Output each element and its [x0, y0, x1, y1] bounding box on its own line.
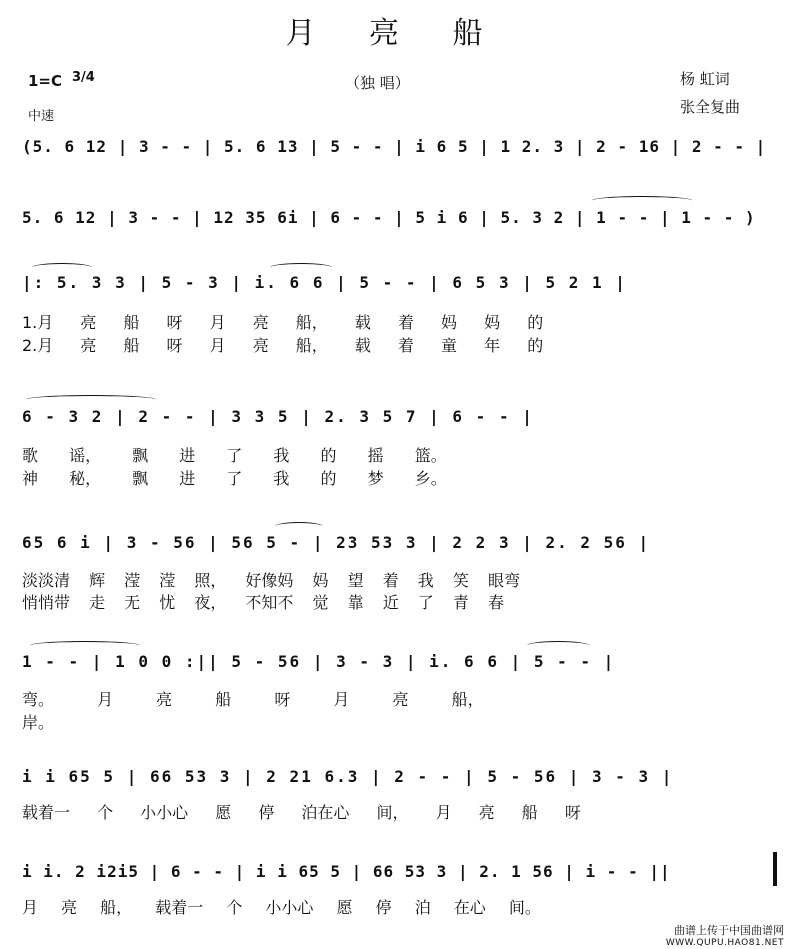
- composer-credit: 张全复曲: [680, 98, 741, 116]
- notation-row: i i 65 5 | 66 53 3 | 2 21 6.3 | 2 - - | 5 - 56 | 3 - 3 |: [22, 767, 674, 786]
- notation-row: 6 - 3 2 | 2 - - | 3 3 5 | 2. 3 5 7 | 6 - - |: [22, 407, 534, 426]
- lyricist-credit: 杨 虹词: [680, 70, 730, 88]
- tempo-marking: 中速: [28, 109, 55, 124]
- tie-mark: [30, 641, 140, 650]
- notation-row: 5. 6 12 | 3 - - | 12 35 6i | 6 - - | 5 i 6 | 5. 3 2 | 1 - - | 1 - - ): [22, 208, 756, 227]
- key-signature: 1=C: [28, 72, 63, 90]
- notation-row: i i. 2 i2i5 | 6 - - | i i 65 5 | 66 53 3 | 2. 1 56 | i - - ||: [22, 862, 671, 881]
- notation-row: 1 - - | 1 0 0 :|| 5 - 56 | 3 - 3 | i. 6 6 | 5 - - |: [22, 652, 616, 671]
- lyric-line: 神 秘， 飘 进 了 我 的 梦 乡。: [22, 469, 447, 488]
- lyric-line: 悄悄带 走 无 忧 夜， 不知不 觉 靠 近 了 青 春: [22, 593, 504, 612]
- watermark-line1: 曲谱上传于中国曲谱网: [674, 924, 784, 937]
- slur-mark: [275, 522, 323, 531]
- lyric-line: 1.月 亮 船 呀 月 亮 船， 载 着 妈 妈 的: [22, 313, 544, 332]
- slur-mark: [527, 641, 589, 650]
- notation-row: (5. 6 12 | 3 - - | 5. 6 13 | 5 - - | i 6 5 | 1 2. 3 | 2 - 16 | 2 - - |: [22, 137, 767, 156]
- lyric-line: 2.月 亮 船 呀 月 亮 船， 载 着 童 年 的: [22, 336, 544, 355]
- slur-mark: [32, 263, 92, 272]
- notation-row: 65 6 i | 3 - 56 | 56 5 - | 23 53 3 | 2 2 3 | 2. 2 56 |: [22, 533, 651, 552]
- slur-mark: [26, 395, 156, 404]
- time-signature: 3/4: [72, 70, 95, 85]
- lyric-line: 月 亮 船， 载着一 个 小小心 愿 停 泊 在心 间。: [22, 898, 541, 917]
- lyric-line: 载着一 个 小小心 愿 停 泊在心 间， 月 亮 船 呀: [22, 803, 581, 822]
- watermark-line2: WWW.QUPU.HAO81.NET: [665, 938, 784, 948]
- tie-mark: [592, 196, 692, 205]
- notation-row: |: 5. 3 3 | 5 - 3 | i. 6 6 | 5 - - | 6 5 3 | 5 2 1 |: [22, 273, 627, 292]
- lyric-line: 岸。: [22, 713, 55, 732]
- lyric-line: 歌 谣， 飘 进 了 我 的 摇 篮。: [22, 446, 447, 465]
- slur-mark: [270, 263, 332, 272]
- lyric-line: 弯。 月 亮 船 呀 月 亮 船，: [22, 690, 484, 709]
- page-title: 月 亮 船: [285, 16, 505, 51]
- performance-marking: （独 唱）: [345, 74, 410, 92]
- final-barline: [773, 852, 777, 886]
- site-watermark: [666, 922, 784, 948]
- lyric-line: 淡淡清 辉 滢 滢 照， 好像妈 妈 望 着 我 笑 眼弯: [22, 571, 520, 590]
